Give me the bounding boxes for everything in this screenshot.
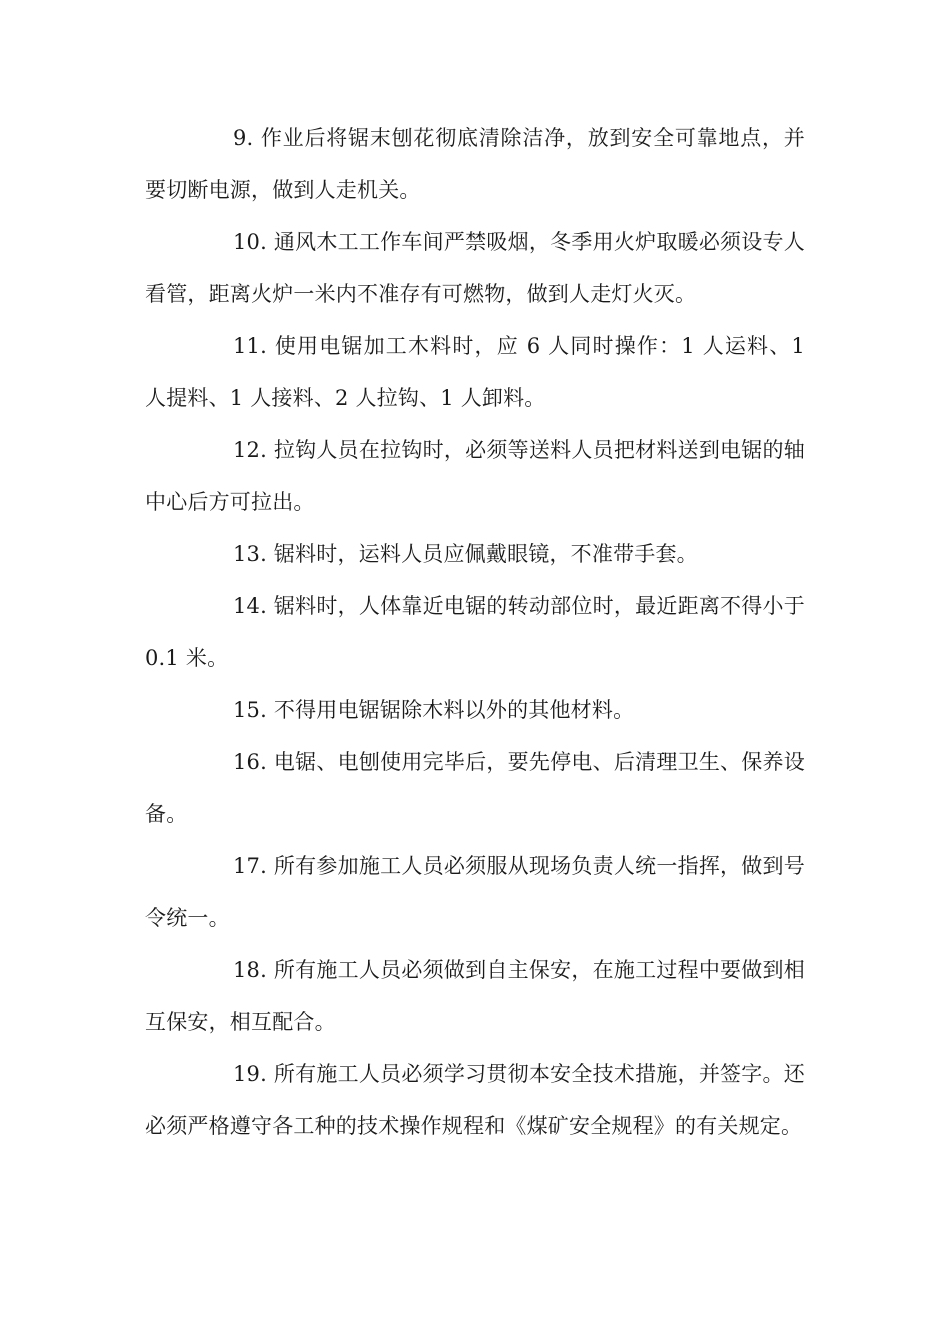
- paragraph-item-9: 9. 作业后将锯末刨花彻底清除洁净，放到安全可靠地点，并要切断电源，做到人走机关。: [145, 126, 805, 202]
- paragraph-item-15: 15. 不得用电锯锯除木料以外的其他材料。: [233, 698, 635, 722]
- paragraph-item-11: 11. 使用电锯加工木料时，应 6 人同时操作：1 人运料、1 人提料、1 人接料、2 人拉钩、1 人卸料。: [145, 334, 805, 410]
- paragraph-item-16: 16. 电锯、电刨使用完毕后，要先停电、后清理卫生、保养设备。: [145, 750, 805, 826]
- document-body: [145, 112, 805, 1152]
- paragraph-item-17: 17. 所有参加施工人员必须服从现场负责人统一指挥，做到号令统一。: [145, 854, 805, 930]
- paragraph-item-10: 10. 通风木工工作车间严禁吸烟，冬季用火炉取暖必须设专人看管，距离火炉一米内不准存有可燃物，做到人走灯火灭。: [145, 230, 805, 306]
- paragraph-item-13: 13. 锯料时，运料人员应佩戴眼镜，不准带手套。: [233, 542, 698, 566]
- paragraph-item-19: 19. 所有施工人员必须学习贯彻本安全技术措施，并签字。还必须严格遵守各工种的技术操作规程和《煤矿安全规程》的有关规定。: [145, 1062, 805, 1138]
- paragraph-item-12: 12. 拉钩人员在拉钩时，必须等送料人员把材料送到电锯的轴中心后方可拉出。: [145, 438, 805, 514]
- paragraph-item-14: 14. 锯料时，人体靠近电锯的转动部位时，最近距离不得小于 0.1 米。: [145, 594, 805, 670]
- paragraph-item-18: 18. 所有施工人员必须做到自主保安，在施工过程中要做到相互保安，相互配合。: [145, 958, 805, 1034]
